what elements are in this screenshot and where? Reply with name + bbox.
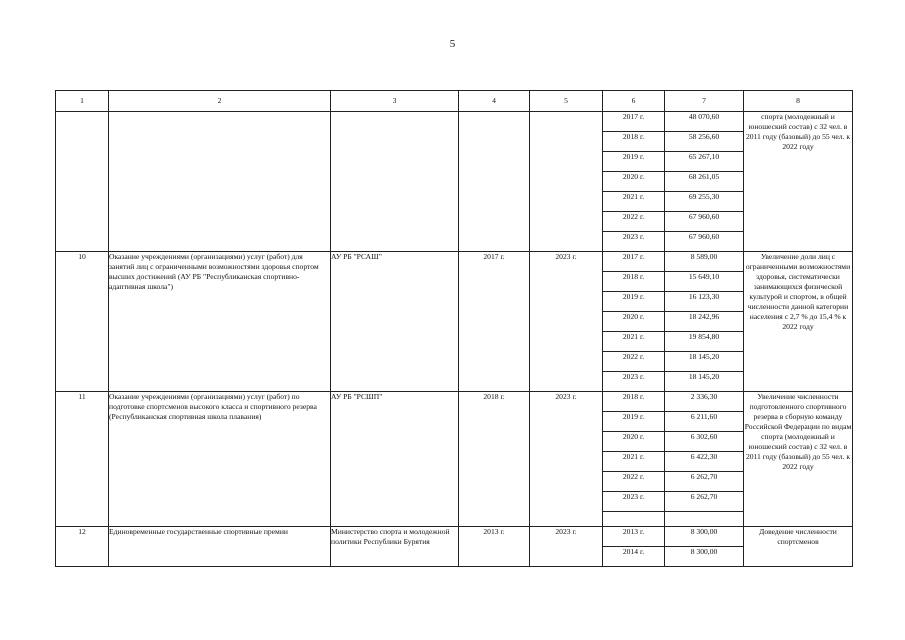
header-col-4: 4	[459, 91, 530, 112]
cell-name	[109, 112, 331, 252]
cell-executor: АУ РБ "РСШП"	[331, 392, 459, 527]
value-cell: 18 145,20	[665, 352, 744, 372]
value-cell: 67 960,60	[665, 232, 744, 252]
empty-sub-cell	[603, 512, 665, 527]
year-cell: 2018 г.	[603, 272, 665, 292]
value-cell: 6 262,70	[665, 492, 744, 512]
year-cell: 2018 г.	[603, 392, 665, 412]
year-cell: 2017 г.	[603, 252, 665, 272]
page-number: 5	[449, 38, 456, 50]
year-cell: 2021 г.	[603, 192, 665, 212]
value-cell: 65 267,10	[665, 152, 744, 172]
cell-executor: Министерство спорта и молодежной политики Республики Бурятия	[331, 527, 459, 567]
header-col-1: 1	[56, 91, 109, 112]
year-cell: 2021 г.	[603, 452, 665, 472]
cell-num: 10	[56, 252, 109, 392]
year-cell: 2023 г.	[603, 372, 665, 392]
cell-num: 11	[56, 392, 109, 527]
value-cell: 16 123,30	[665, 292, 744, 312]
value-cell: 15 649,10	[665, 272, 744, 292]
year-cell: 2020 г.	[603, 432, 665, 452]
value-cell: 67 960,60	[665, 212, 744, 232]
cell-start: 2018 г.	[459, 392, 530, 527]
year-cell: 2019 г.	[603, 152, 665, 172]
year-cell: 2023 г.	[603, 232, 665, 252]
year-cell: 2013 г.	[603, 527, 665, 547]
year-cell: 2023 г.	[603, 492, 665, 512]
year-cell: 2014 г.	[603, 547, 665, 567]
result-cell: Увеличение доли лиц с ограниченными возможностями здоровья, систематически занимающихся физической культурой и спортом, в общей численности данной категории населения с 2,7 % до 15,4 % к 2022 году	[744, 252, 853, 392]
year-cell: 2020 г.	[603, 172, 665, 192]
year-cell: 2018 г.	[603, 132, 665, 152]
value-cell: 8 300,00	[665, 527, 744, 547]
value-cell: 6 302,60	[665, 432, 744, 452]
value-cell: 8 589,00	[665, 252, 744, 272]
value-cell: 58 256,60	[665, 132, 744, 152]
year-cell: 2022 г.	[603, 352, 665, 372]
cell-name: Единовременные государственные спортивные премии	[109, 527, 331, 567]
value-cell: 6 211,60	[665, 412, 744, 432]
cell-num	[56, 112, 109, 252]
cell-name: Оказание учреждениями (организациями) услуг (работ) по подготовке спортсменов высокого класса и спортивного резерва (Республиканская спортивная школа плавания)	[109, 392, 331, 527]
year-cell: 2022 г.	[603, 472, 665, 492]
table-row	[56, 527, 853, 547]
value-cell: 8 300,00	[665, 547, 744, 567]
cell-executor: АУ РБ "РСАШ"	[331, 252, 459, 392]
value-cell: 69 255,30	[665, 192, 744, 212]
header-col-3: 3	[331, 91, 459, 112]
table-row	[56, 112, 853, 132]
cell-end: 2023 г.	[530, 252, 603, 392]
year-cell: 2019 г.	[603, 292, 665, 312]
value-cell: 68 261,05	[665, 172, 744, 192]
empty-sub-cell	[665, 512, 744, 527]
value-cell: 18 242,96	[665, 312, 744, 332]
header-row	[56, 91, 853, 112]
value-cell: 6 422,30	[665, 452, 744, 472]
cell-start: 2013 г.	[459, 527, 530, 567]
result-cell: спорта (молодежный и юношеский состав) с 32 чел. в 2011 году (базовый) до 55 чел. к 2022 году	[744, 112, 853, 252]
cell-executor	[331, 112, 459, 252]
cell-start: 2017 г.	[459, 252, 530, 392]
table-row	[56, 392, 853, 412]
cell-end: 2023 г.	[530, 392, 603, 527]
result-cell: Доведение численности спортсменов	[744, 527, 853, 567]
year-cell: 2020 г.	[603, 312, 665, 332]
header-col-2: 2	[109, 91, 331, 112]
value-cell: 6 262,70	[665, 472, 744, 492]
year-cell: 2017 г.	[603, 112, 665, 132]
value-cell: 2 336,30	[665, 392, 744, 412]
year-cell: 2019 г.	[603, 412, 665, 432]
cell-num: 12	[56, 527, 109, 567]
cell-end: 2023 г.	[530, 527, 603, 567]
header-col-7: 7	[665, 91, 744, 112]
cell-end	[530, 112, 603, 252]
header-col-8: 8	[744, 91, 853, 112]
value-cell: 48 070,60	[665, 112, 744, 132]
header-col-6: 6	[603, 91, 665, 112]
result-cell: Увеличение численности подготовленного спортивного резерва в сборную команду Российской Федерации по видам спорта (молодежный и юношеский состав) с 32 чел. в 2011 году (базовый) до 55 чел. к 2022 году	[744, 392, 853, 527]
value-cell: 18 145,20	[665, 372, 744, 392]
program-table	[55, 90, 853, 567]
cell-start	[459, 112, 530, 252]
year-cell: 2022 г.	[603, 212, 665, 232]
value-cell: 19 854,80	[665, 332, 744, 352]
cell-name: Оказание учреждениями (организациями) услуг (работ) для занятий лиц с ограниченными возможностями здоровья спортом высших достижений (АУ РБ "Республиканская спортивно-адаптивная школа")	[109, 252, 331, 392]
header-col-5: 5	[530, 91, 603, 112]
year-cell: 2021 г.	[603, 332, 665, 352]
table-row	[56, 252, 853, 272]
